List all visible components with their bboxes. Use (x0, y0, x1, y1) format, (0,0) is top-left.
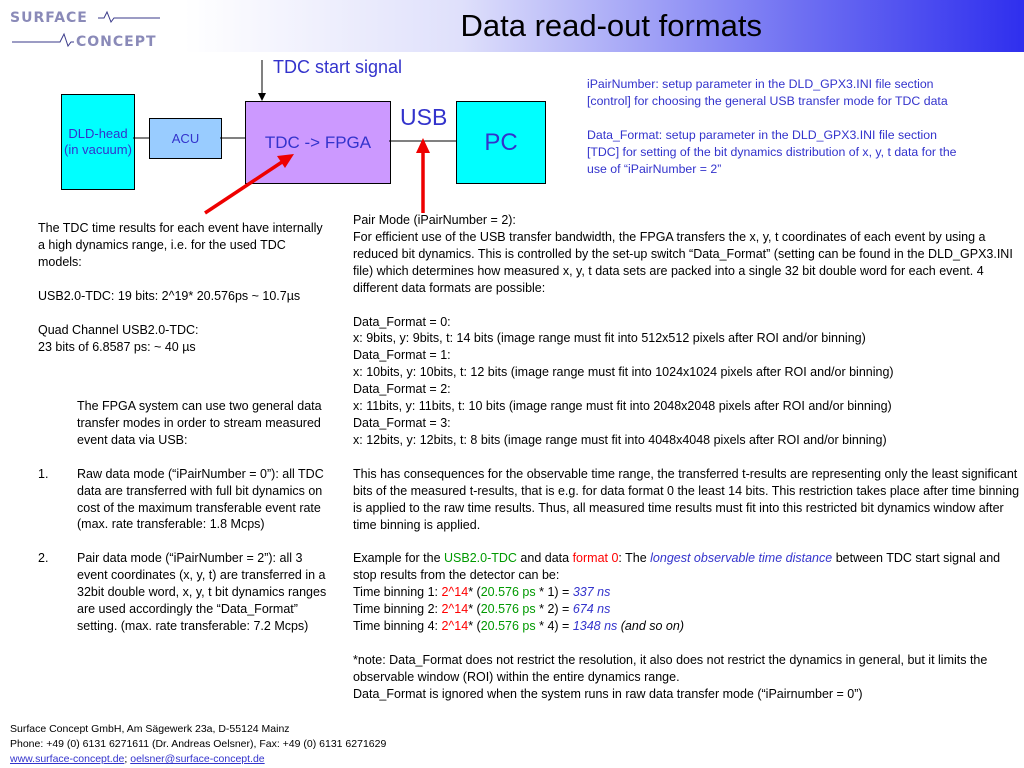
format-3-heading: Data_Format = 3: (353, 415, 451, 430)
footer-phone: Phone: +49 (0) 6131 6271611 (Dr. Andreas Oelsner), Fax: +49 (0) 6131 6271629 (10, 738, 387, 750)
tdc-start-signal-label: TDC start signal (273, 57, 403, 77)
tdc-dynamics-intro: The TDC time results for each event have internally a high dynamics range, i.e. for the used TDC models: (38, 221, 323, 269)
quad-channel-bits: 23 bits of 6.8587 ps: ~ 40 µs (38, 339, 196, 354)
acu-label: ACU (171, 131, 200, 146)
raw-data-mode-text: Raw data mode (“iPairNumber = 0”): all TDC data are transferred with full bit dynamics on cost of the maximum transferable event rate (max. rate transferable: 1.8 Mcps) (77, 466, 324, 532)
red-arrow-usb (416, 138, 430, 213)
time-binning-row: Time binning 2: 2^14* (20.576 ps * 2) = 674 ns (353, 602, 611, 617)
format-2-heading: Data_Format = 2: (353, 382, 451, 397)
dld-head-label: DLD-head (68, 126, 128, 141)
website-link[interactable]: www.surface-concept.de (10, 753, 125, 765)
transfer-modes-text (38, 398, 327, 635)
list-item (38, 466, 327, 534)
setup-parameters-note (587, 76, 967, 178)
tdc-fpga-label: TDC -> FPGA (264, 132, 372, 152)
footer-address: Surface Concept GmbH, Am Sägewerk 23a, D-55124 Mainz (10, 723, 290, 735)
footer-links: www.surface-concept.de; oelsner@surface-concept.de (10, 753, 265, 765)
usb-label: USB (400, 104, 448, 130)
red-arrow-fpga (205, 154, 294, 213)
consequences-text: This has consequences for the observable time range, the transferred t-results are representing only the least significant bits of the measured t-results, that is e.g. for data format 0 the least 14 bits. This restriction takes place after time binning is applied to the raw time results. Thus, all measured time results must fit into this restricted bit dynamics window after time binning is applied. (353, 466, 1020, 532)
time-binning-row: Time binning 1: 2^14* (20.576 ps * 1) = 337 ns (353, 585, 611, 600)
format-0-desc: x: 9bits, y: 9bits, t: 14 bits (image range must fit into 512x512 pixels after ROI and/or binning) (353, 331, 866, 346)
format-1-heading: Data_Format = 1: (353, 348, 451, 363)
pc-label: PC (484, 128, 518, 156)
tdc-dynamics-text (38, 220, 323, 355)
footer (10, 722, 386, 767)
page-title: Data read-out formats (460, 8, 762, 43)
usb-tdc-bits: USB2.0-TDC: 19 bits: 2^19* 20.576ps ~ 10.7µs (38, 288, 301, 303)
quad-channel-title: Quad Channel USB2.0-TDC: (38, 322, 199, 337)
note-raw-mode: Data_Format is ignored when the system runs in raw data transfer mode (“iPairnumber = 0”) (353, 686, 863, 701)
transfer-modes-intro: The FPGA system can use two general data transfer modes in order to stream measured event data via USB: (77, 399, 322, 447)
time-binning-row: Time binning 4: 2^14* (20.576 ps * 4) = 1348 ns (and so on) (353, 619, 685, 634)
dld-head-sublabel: (in vacuum) (64, 142, 132, 157)
pair-mode-title: Pair Mode (iPairNumber = 2): (353, 213, 516, 227)
svg-text:SURFACE: SURFACE (10, 10, 88, 26)
format-0-highlight: format 0 (572, 551, 619, 566)
usb-tdc-highlight: USB2.0-TDC (444, 551, 517, 566)
list-number: 1. (38, 466, 49, 481)
format-0-heading: Data_Format = 0: (353, 314, 451, 329)
pair-mode-body: For efficient use of the USB transfer bandwidth, the FPGA transfers the x, y, t coordinates of each event by using a reduced bit dynamics. This is controlled by the set-up switch “Data_Format” (setting can be found in the DLD_GPX3.INI file) which determines how measured x, y, t data sets are packed into a single 32 bit double word for each event. 4 different data formats are possible: (353, 229, 1013, 295)
ipairnumber-note: iPairNumber: setup parameter in the DLD_GPX3.INI file section [control] for choosing the general USB transfer mode for TDC data (587, 77, 948, 108)
svg-text:CONCEPT: CONCEPT (76, 34, 157, 50)
format-2-desc: x: 11bits, y: 11bits, t: 10 bits (image range must fit into 2048x2048 pixels after ROI and/or binning) (353, 399, 892, 414)
pair-mode-description (353, 212, 1023, 703)
pair-data-mode-text: Pair data mode (“iPairNumber = 2”): all 3 event coordinates (x, y, t) are transferred in a 32bit double word, x, y, t bit dynamics ranges are used accordingly the “Data_Format” setting. (max. rate transferable: 7.2 Mcps) (77, 551, 327, 633)
longest-distance-highlight: longest observable time distance (650, 551, 833, 566)
data-format-note: Data_Format: setup parameter in the DLD_GPX3.INI file section [TDC] for setting of the bit dynamics distribution of x, y, t data for the use of “iPairNumber = 2” (587, 127, 957, 176)
note-resolution: *note: Data_Format does not restrict the resolution, it also does not restrict the dynamics in general, but it limits the observable window (ROI) within the entire dynamics range. (353, 652, 988, 684)
list-number: 2. (38, 551, 49, 566)
format-3-desc: x: 12bits, y: 12bits, t: 8 bits (image range must fit into 4048x4048 pixels after ROI and/or binning) (353, 432, 887, 447)
example-intro: Example for the USB2.0-TDC and data format 0: The longest observable time distance between TDC start signal and stop results from the detector can be: (353, 551, 1001, 583)
format-1-desc: x: 10bits, y: 10bits, t: 12 bits (image range must fit into 1024x1024 pixels after ROI and/or binning) (353, 365, 894, 380)
email-link[interactable]: oelsner@surface-concept.de (130, 753, 265, 765)
list-item (38, 550, 327, 635)
